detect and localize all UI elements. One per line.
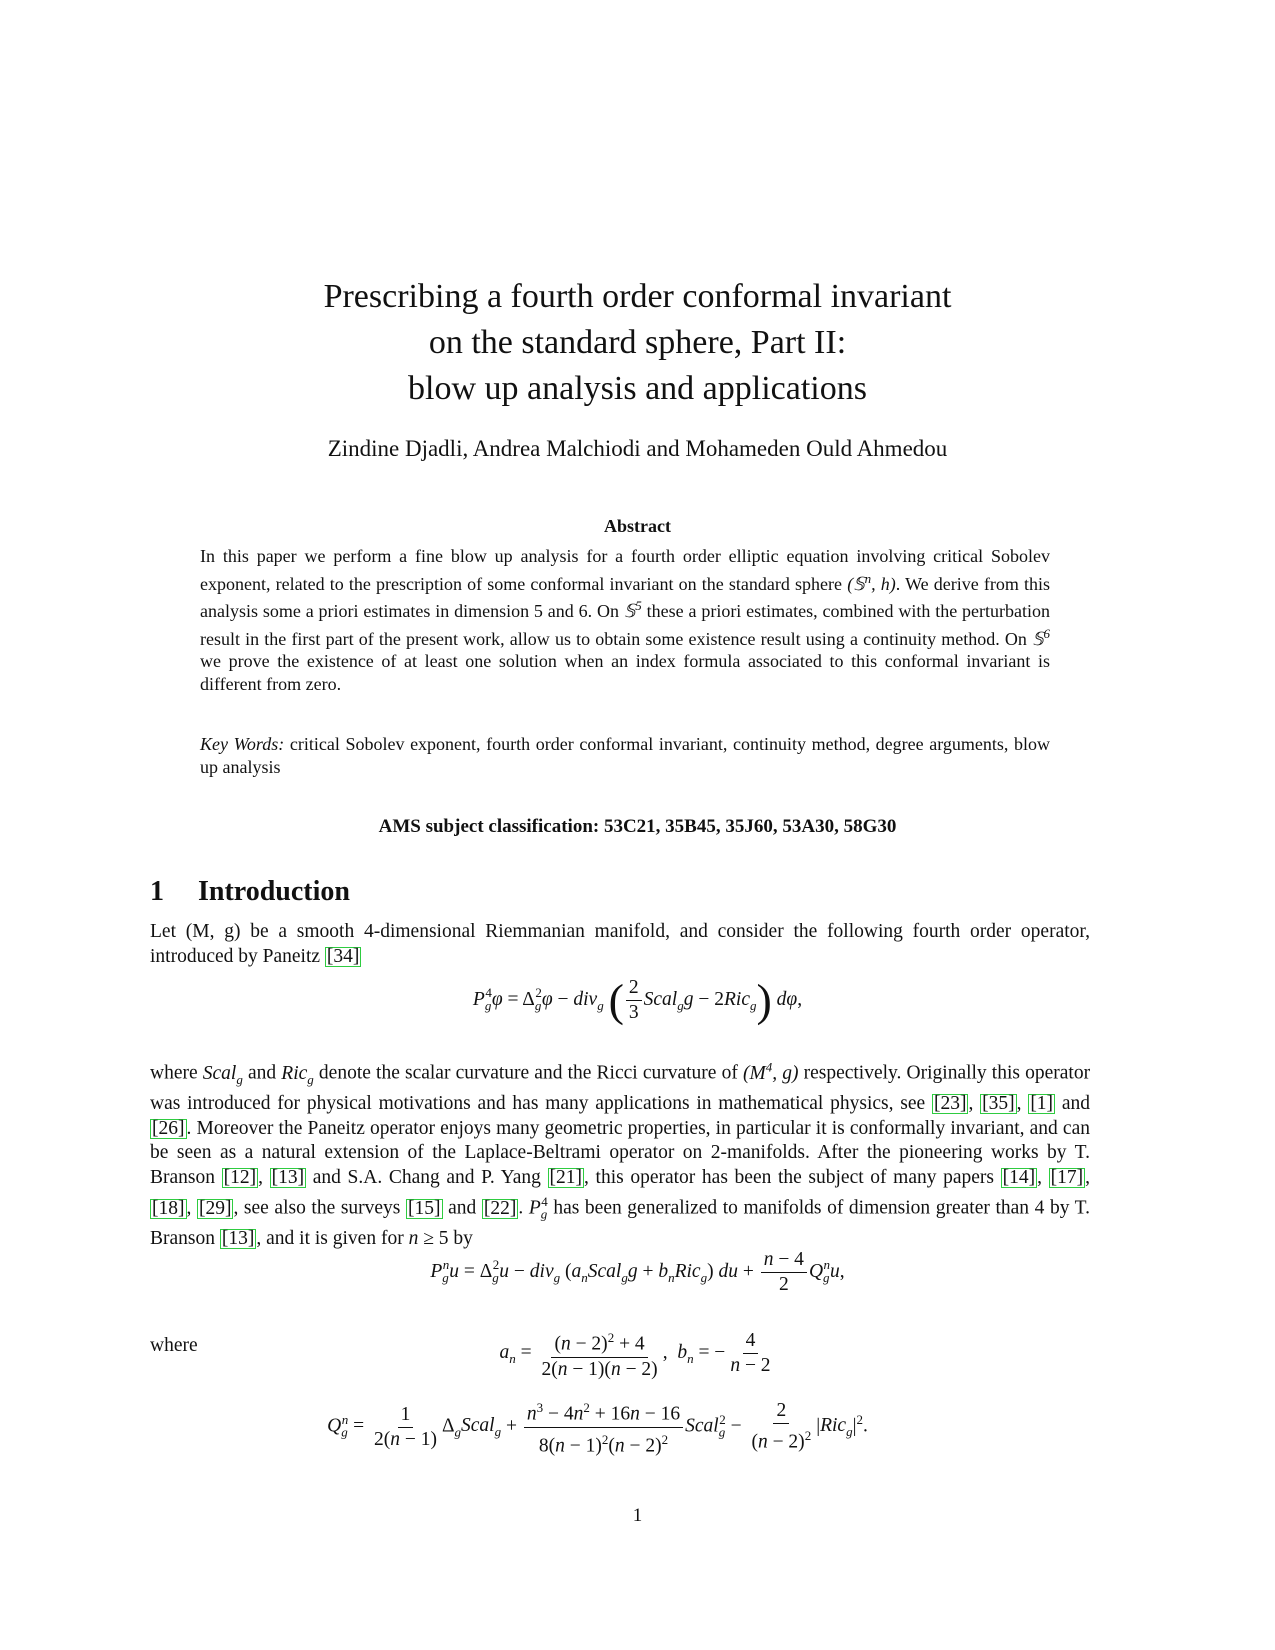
paper-title xyxy=(0,274,1275,412)
citation-link[interactable]: [23] xyxy=(933,1092,967,1114)
citation-link[interactable]: [14] xyxy=(1002,1166,1036,1188)
p2-text: has been generalized to manifolds of dimension greater than 4 by T. Branson xyxy=(150,1197,1091,1250)
abstract-part-3: these a priori estimates, combined with the perturbation result in the first part of the present work, allow us to obtain some existence result using a continuity method. On xyxy=(200,601,1051,649)
p2-text: and xyxy=(248,1062,277,1084)
p2-text: and S.A. Chang and P. Yang xyxy=(312,1166,541,1188)
citation-link[interactable]: [12] xyxy=(223,1166,257,1188)
p2-text: by xyxy=(453,1228,473,1250)
citation-link[interactable]: [13] xyxy=(271,1166,305,1188)
title-line-1: Prescribing a fourth order conformal invariant xyxy=(323,278,952,315)
section-title: Introduction xyxy=(198,876,350,907)
equation-qgn: $Q_g^n$ = $\frac{1}{2(n - 1)}$ $\Delta_gScal_g$ + $\frac{n^3 - 4n^2 + 16n - 16}{8(n - 1)^2(n - 2)^2}$ Scal$_g^2$ − $\frac{2}{(n - 2)^2}$ $|Ric_g|^2$. xyxy=(0,1396,1235,1458)
equation-paneitz: $P_g^4\varphi = \Delta_g^2\varphi - div_g$ ( $\frac{2}{3}$ Scal$_g$g − 2Ric$_g$) dφ, xyxy=(472,974,803,1026)
paragraph-1 xyxy=(150,920,1090,969)
p2-text: denote the scalar curvature and the Ricci curvature of xyxy=(318,1062,738,1084)
p2-text: where xyxy=(150,1062,198,1084)
equation-an-bn: $a_n$ = $\frac{(n - 2)^2 + 4}{2(n - 1)(n - 2)}$ , $b_n$ = − $\frac{4}{n - 2}$ xyxy=(0,1326,1275,1382)
citation-link[interactable]: [26] xyxy=(152,1117,185,1139)
citation-link[interactable]: [21] xyxy=(549,1166,583,1188)
abstract-math-s6: 𝕊$^6$ xyxy=(1032,625,1050,649)
citation-link[interactable]: [18] xyxy=(152,1197,185,1219)
abstract-math-sphere: (𝕊$^n$, h) xyxy=(847,570,896,594)
p2-text: , see also the surveys xyxy=(233,1197,401,1219)
keywords-label: Key Words: xyxy=(200,734,285,754)
citation-link[interactable]: [17] xyxy=(1050,1166,1084,1188)
page-number: 1 xyxy=(632,1505,643,1526)
ams-classification: AMS subject classification: 53C21, 35B45, 35J60, 53A30, 58G30 xyxy=(378,816,897,837)
citation-link[interactable]: [35] xyxy=(982,1092,1015,1114)
paragraph-1-text: Let (M, g) be a smooth 4-dimensional Riemmanian manifold, and consider the following fourth order operator, introduced by Paneitz xyxy=(150,921,1090,967)
abstract-part-1: In this paper we perform a fine blow up analysis for a fourth order elliptic equation involving critical Sobolev exponent, related to the prescription of some conformal invariant on the standard sphere xyxy=(200,546,1050,594)
citation-link[interactable]: [29] xyxy=(198,1197,232,1219)
title-line-3: blow up analysis and applications xyxy=(408,370,867,407)
p2-text: . Moreover the Paneitz operator enjoys many geometric properties, in particular it is conformally invariant, and can be seen as a natural extension of the Laplace-Beltrami operator on 2-manifolds. After the pioneering works by T. Branson xyxy=(150,1117,1090,1188)
abstract-math-s5: 𝕊$^5$ xyxy=(623,598,642,621)
section-number: 1 xyxy=(150,876,164,907)
citation-link[interactable]: [22] xyxy=(483,1197,517,1219)
p2-text: , this operator has been the subject of many papers xyxy=(584,1166,994,1188)
paragraph-2: where Scal$_g$ and Ric$_g$ denote the scalar curvature and the Ricci curvature of ($M^4$, g) respectively. Originally this operator was introduced for physical motivations and has many applications in mathematical physics, see [23] , [35] , [1] and [26] . Moreover the Paneitz operator enjoys many geometric properties, in particular it is conformally invariant, and can be seen as a natural extension of the Laplace-Beltrami operator on 2-manifolds. After the pioneering works by T. Branson [12] , [13] and S.A. Chang and P. Yang [21] , this operator has been the subject of many papers [14] , [17] , [18] , [29] , see also the surveys [15] and [22] . $P_g^4$ has been generalized to manifolds of dimension greater than 4 by T. Branson [13] , and it is given for n ≥ 5 by xyxy=(150,1059,1091,1250)
citation-link[interactable]: [13] xyxy=(221,1228,255,1250)
equation-paneitz-n: $P_g^nu = \Delta_g^2u - div_g$ $(a_nScal_gg + b_nRic_g)$ du + $\frac{n - 4}{2}$ $Q_g^nu$, xyxy=(430,1249,845,1295)
title-line-2: on the standard sphere, Part II: xyxy=(428,324,847,361)
section-heading xyxy=(150,876,350,908)
keywords-text: critical Sobolev exponent, fourth order conformal invariant, continuity method, degree arguments, blow up analysis xyxy=(200,734,1050,777)
p2-text: and xyxy=(448,1197,477,1219)
keywords xyxy=(200,733,1050,778)
abstract-heading: Abstract xyxy=(604,516,671,536)
p2-text: and xyxy=(1061,1092,1091,1114)
abstract-part-4: we prove the existence of at least one solution when an index formula associated to this conformal invariant is different from zero. xyxy=(200,651,1050,694)
citation-link[interactable]: [1] xyxy=(1030,1092,1054,1114)
where-label: where xyxy=(150,1335,198,1356)
abstract-text xyxy=(200,545,1050,695)
p2-text: , and it is given for xyxy=(256,1228,404,1250)
authors: Zindine Djadli, Andrea Malchiodi and Mohameden Ould Ahmedou xyxy=(327,436,948,461)
citation-link[interactable]: [15] xyxy=(408,1197,441,1219)
citation-link[interactable]: [34] xyxy=(326,945,360,967)
abstract-part-2: . We derive from this analysis some a priori estimates in dimension 5 and 6. On xyxy=(200,573,1051,621)
p2-text: respectively. Originally this operator was introduced for physical motivations and has many applications in mathematical physics, see xyxy=(150,1062,1091,1114)
